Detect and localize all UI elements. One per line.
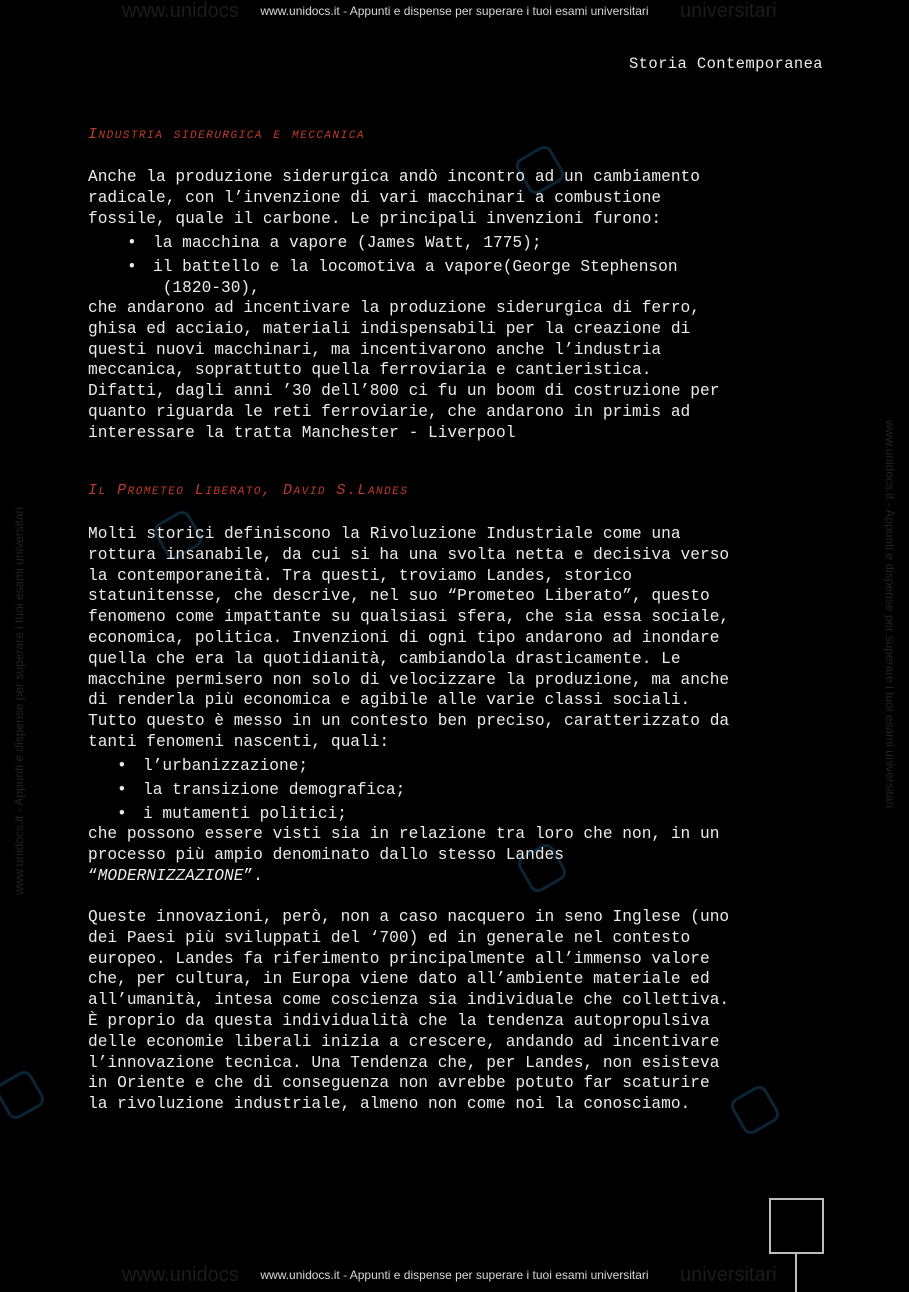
watermark-side-text: www.unidocs.it - Appunti e dispense per superare i tuoi esami universitari xyxy=(12,506,26,895)
section2-bullet-list xyxy=(143,756,405,827)
list-item: • l’urbanizzazione; xyxy=(143,756,405,777)
watermark-ghost-text: universitari xyxy=(680,0,777,22)
watermark-logo-icon xyxy=(0,1068,47,1123)
section2-paragraph-3: Queste innovazioni, però, non a caso nacquero in seno Inglese (uno dei Paesi più sviluppati del ‘700) ed in generale nel contesto europeo. Landes fa riferimento principalmente all’immenso valore che, per cultura, in Europa viene dato all’ambiente materiale ed all’umanità, intesa come coscienza sia individuale che collettiva. È proprio da questa individualità che la tendenza autopropulsiva delle economie liberali inizia a crescere, andando ad incentivare l’innovazione tecnica. Una Tendenza che, per Landes, non esisteva in Oriente e che di conseguenza non avrebbe potuto far scaturire la rivoluzione industriale, almeno non come noi la conosciamo. xyxy=(88,908,730,1114)
list-item: • i mutamenti politici; xyxy=(143,804,405,825)
page-header: Storia Contemporanea xyxy=(628,55,823,73)
list-item: • il battello e la locomotiva a vapore(George Stephenson (1820-30), xyxy=(153,257,678,299)
paragraph-line: processo più ampio denominato dallo stesso Landes xyxy=(88,845,564,864)
bottom-banner: www.unidocs.it - Appunti e dispense per superare i tuoi esami universitari xyxy=(260,1268,649,1282)
section2-paragraph-2 xyxy=(88,824,828,886)
top-banner: www.unidocs.it - Appunti e dispense per superare i tuoi esami universitari xyxy=(260,4,649,18)
section1-intro-paragraph: Anche la produzione siderurgica andò incontro ad un cambiamento radicale, con l’invenzione di vari macchinari a combustione fossile, quale il carbone. Le principali invenzioni furono: xyxy=(88,168,700,228)
quote-close-mark: ”. xyxy=(243,866,263,885)
section1-bullet-list xyxy=(153,233,678,301)
section1-body-paragraph: che andarono ad incentivare la produzione siderurgica di ferro, ghisa ed acciaio, materiali indispensabili per la creazione di questi nuovi macchinari, ma incentivarono anche l’industria meccanica, soprattutto quella ferroviaria e cantieristica. Difatti, dagli anni ’30 dell’800 ci fu un boom di costruzione per quanto riguarda le reti ferroviarie, che andarono in primis ad interessare la tratta Manchester - Liverpool xyxy=(88,299,720,442)
section2-paragraph-1: Molti storici definiscono la Rivoluzione Industriale come una rottura insanabile, da cui si ha una svolta netta e decisiva verso la contemporaneità. Tra questi, troviamo Landes, storico statunitensse, che descrive, nel suo “Prometeo Liberato”, questo fenomeno come impattante su qualsiasi sfera, che sia essa sociale, economica, politica. Invenzioni di ogni tipo andarono ad inondare quella che era la quotidianità, cambiandola drasticamente. Le macchine permisero non solo di velocizzare la produzione, ma anche di renderla più economica e agibile alle varie classi sociali. Tutto questo è messo in un contesto ben preciso, caratterizzato da tanti fenomeni nascenti, quali: xyxy=(88,525,730,751)
paragraph-line: che possono essere visti sia in relazione tra loro che non, in un xyxy=(88,825,720,843)
page-number-box xyxy=(769,1198,824,1254)
list-item: • la transizione demografica; xyxy=(143,780,405,801)
watermark-ghost-text: universitari xyxy=(680,1264,777,1286)
section-heading-prometeo: Il Prometeo Liberato, David S.Landes xyxy=(88,482,409,499)
modernizzazione-term: MODERNIZZAZIONE xyxy=(97,866,244,885)
watermark-ghost-text: www.unidocs xyxy=(122,1264,239,1286)
list-item: • la macchina a vapore (James Watt, 1775); xyxy=(153,233,678,254)
page-number-line xyxy=(795,1252,797,1292)
watermark-side-text: www.unidocs.it - Appunti e dispense per superare i tuoi esami universitari xyxy=(883,420,897,809)
section-heading-industria: Industria siderurgica e meccanica xyxy=(88,126,365,143)
quote-open-mark: “ xyxy=(88,866,98,885)
watermark-ghost-text: www.unidocs xyxy=(122,0,239,22)
